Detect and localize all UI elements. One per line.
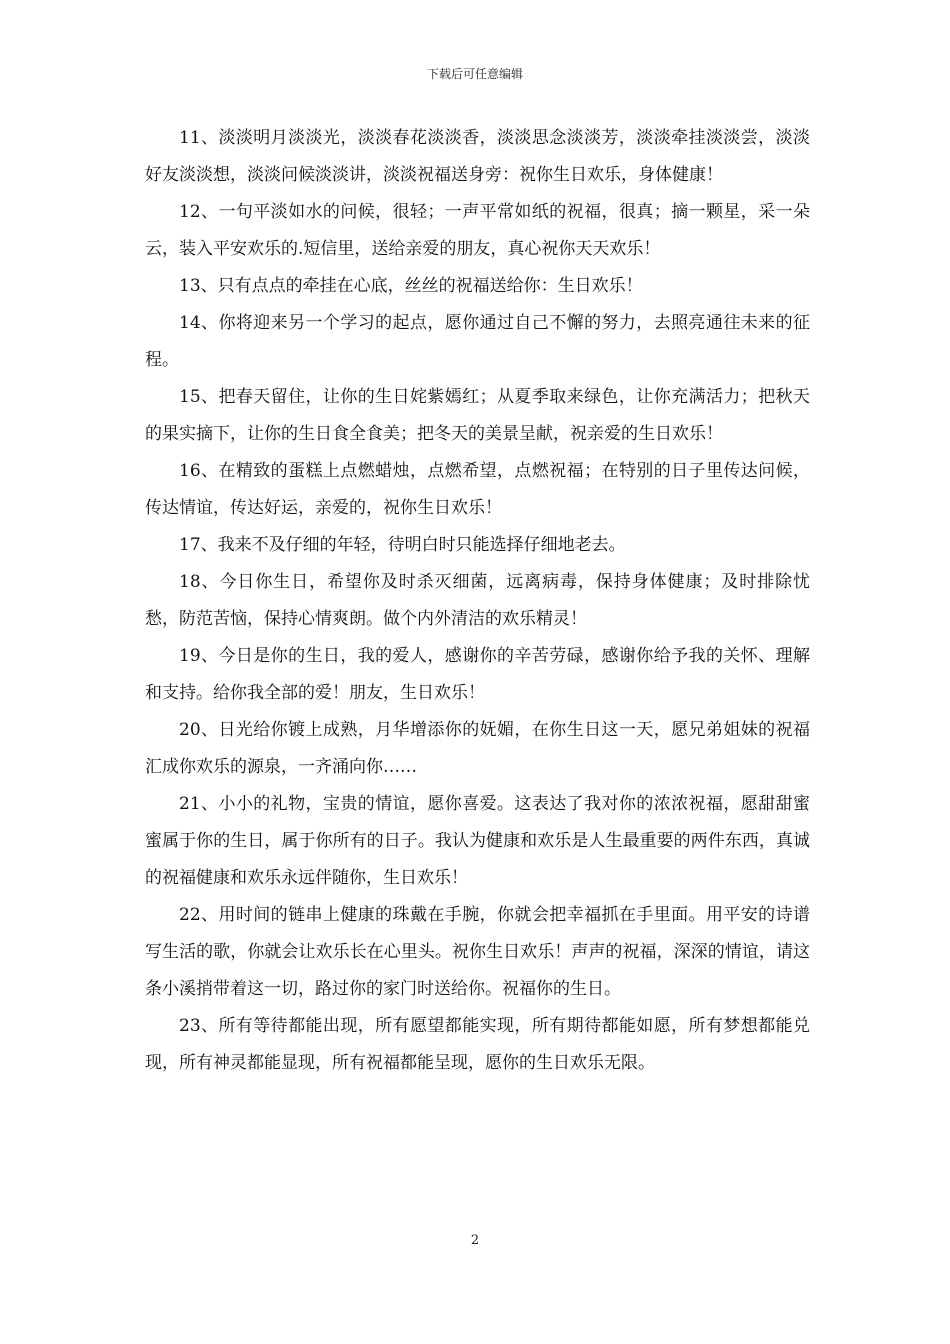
paragraph-14: 14、你将迎来另一个学习的起点，愿你通过自己不懈的努力，去照亮通往未来的征程。	[145, 313, 810, 370]
paragraph-22: 22、用时间的链串上健康的珠戴在手腕，你就会把幸福抓在手里面。用平安的诗谱写生活的歌，你就会让欢乐长在心里头。祝你生日欢乐！声声的祝福，深深的情谊，请这条小溪捎带着这一切，路过你的家门时送给你。祝福你的生日。	[145, 905, 810, 999]
paragraph-21: 21、小小的礼物，宝贵的情谊，愿你喜爱。这表达了我对你的浓浓祝福，愿甜甜蜜蜜属于你的生日，属于你所有的日子。我认为健康和欢乐是人生最重要的两件东西，真诚的祝福健康和欢乐永远伴随你，生日欢乐！	[145, 794, 810, 888]
paragraph-12: 12、一句平淡如水的问候，很轻；一声平常如纸的祝福，很真；摘一颗星，采一朵云，装入平安欢乐的.短信里，送给亲爱的朋友，真心祝你天天欢乐！	[145, 202, 810, 259]
paragraph-16: 16、在精致的蛋糕上点燃蜡烛，点燃希望，点燃祝福；在特别的日子里传达问候，传达情谊，传达好运，亲爱的，祝你生日欢乐！	[145, 461, 810, 518]
paragraph-11: 11、淡淡明月淡淡光，淡淡春花淡淡香，淡淡思念淡淡芳，淡淡牵挂淡淡尝，淡淡好友淡淡想，淡淡问候淡淡讲，淡淡祝福送身旁：祝你生日欢乐，身体健康！	[145, 128, 810, 185]
paragraph-15: 15、把春天留住，让你的生日姹紫嫣红；从夏季取来绿色，让你充满活力；把秋天的果实摘下，让你的生日食全食美；把冬天的美景呈献，祝亲爱的生日欢乐！	[145, 387, 810, 444]
paragraph-23: 23、所有等待都能出现，所有愿望都能实现，所有期待都能如愿，所有梦想都能兑现，所有神灵都能显现，所有祝福都能呈现，愿你的生日欢乐无限。	[145, 1016, 810, 1073]
paragraph-20: 20、日光给你镀上成熟，月华增添你的妩媚，在你生日这一天，愿兄弟姐妹的祝福汇成你欢乐的源泉，一齐涌向你……	[145, 720, 810, 777]
page-header: 下载后可任意编辑	[426, 67, 523, 81]
page-number: 2	[470, 1233, 480, 1248]
paragraph-19: 19、今日是你的生日，我的爱人，感谢你的辛苦劳碌，感谢你给予我的关怀、理解和支持。给你我全部的爱！朋友，生日欢乐！	[145, 646, 810, 703]
paragraph-18: 18、今日你生日，希望你及时杀灭细菌，远离病毒，保持身体健康；及时排除忧愁，防范苦恼，保持心情爽朗。做个内外清洁的欢乐精灵！	[145, 572, 810, 629]
paragraph-17: 17、我来不及仔细的年轻，待明白时只能选择仔细地老去。	[179, 535, 626, 555]
paragraph-13: 13、只有点点的牵挂在心底，丝丝的祝福送给你：生日欢乐！	[179, 276, 643, 296]
document-body	[145, 120, 810, 1082]
